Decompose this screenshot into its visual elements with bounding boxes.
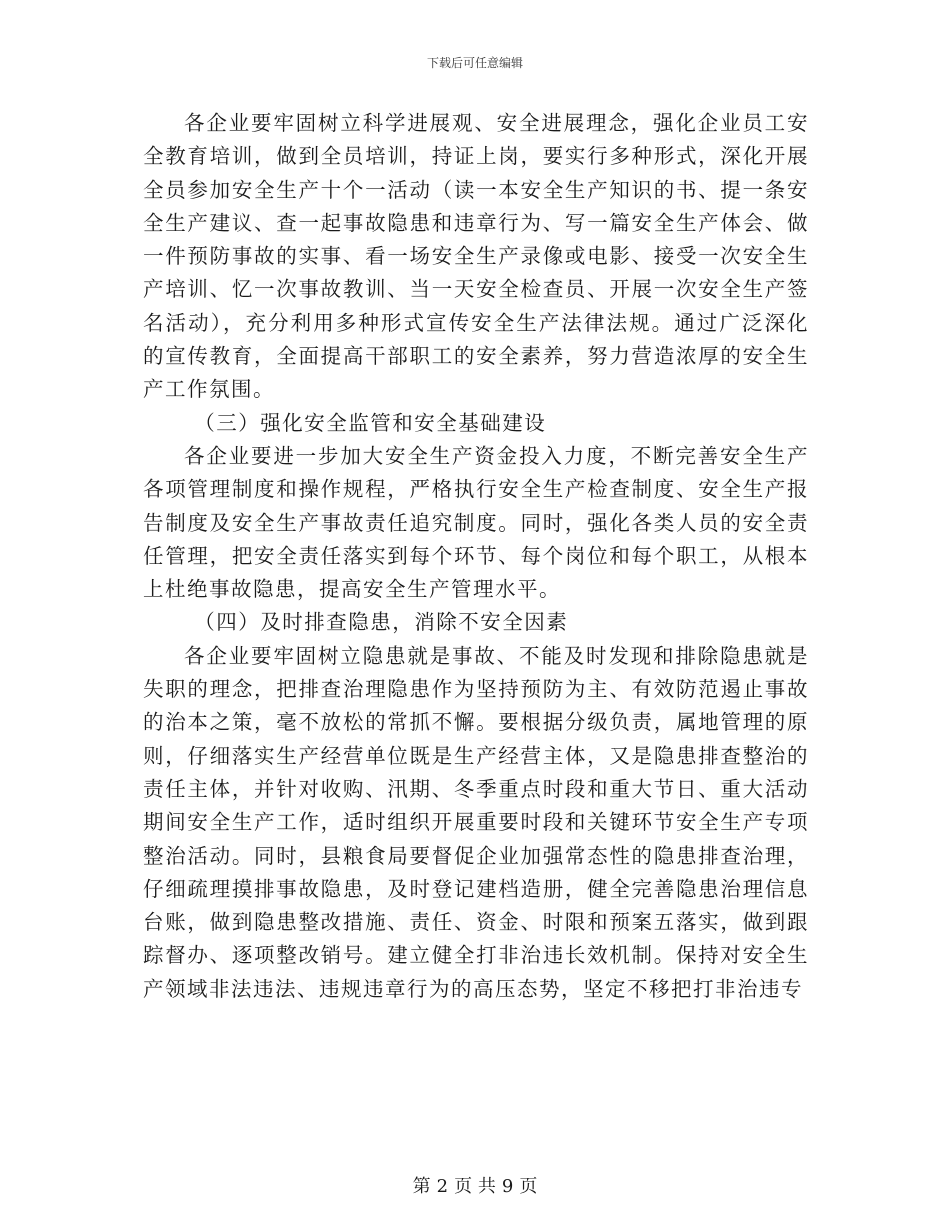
body-paragraph: 各企业要牢固树立隐患就是事故、不能及时发现和排除隐患就是失职的理念，把排查治理隐患作为坚持预防为主、有效防范遏止事故的治本之策，毫不放松的常抓不懈。要根据分级负责，属地管理的原则，仔细落实生产经营单位既是生产经营主体，又是隐患排查整治的责任主体，并针对收购、汛期、冬季重点时段和重大节日、重大活动期间安全生产工作，适时组织开展重要时段和关键环节安全生产专项整治活动。同时，县粮食局要督促企业加强常态性的隐患排查治理，仔细疏理摸排事故隐患，及时登记建档造册，健全完善隐患治理信息台账，做到隐患整改措施、责任、资金、时限和预案五落实，做到跟踪督办、逐项整改销号。建立健全打非治违长效机制。保持对安全生产领域非法违法、违规违章行为的高压态势，坚定不移把打非治违专 [143,643,809,1001]
footer-middle: 页 共 [454,1176,496,1197]
total-pages: 9 [501,1176,514,1197]
body-paragraph: 各企业要牢固树立科学进展观、安全进展理念，强化企业员工安全教育培训，做到全员培训，持证上岗，要实行多种形式，深化开展全员参加安全生产十个一活动（读一本安全生产知识的书、提一条安全生产建议、查一起事故隐患和违章行为、写一篇安全生产体会、做一件预防事故的实事、看一场安全生产录像或电影、接受一次安全生产培训、忆一次事故教训、当一天安全检查员、开展一次安全生产签名活动），充分利用多种形式宣传安全生产法律法规。通过广泛深化的宣传教育，全面提高干部职工的安全素养，努力营造浓厚的安全生产工作氛围。 [143,111,809,402]
footer-suffix: 页 [519,1176,538,1197]
page-footer [0,1172,950,1198]
page-header: 下载后可任意编辑 [426,56,523,70]
page-number: 2 [436,1176,449,1197]
footer-prefix: 第 [412,1176,431,1197]
body-paragraph: 各企业要进一步加大安全生产资金投入力度，不断完善安全生产各项管理制度和操作规程，严格执行安全生产检查制度、安全生产报告制度及安全生产事故责任追究制度。同时，强化各类人员的安全责任管理，把安全责任落实到每个环节、每个岗位和每个职工，从根本上杜绝事故隐患，提高安全生产管理水平。 [143,443,809,602]
document-body [143,107,809,1006]
section-heading: （三）强化安全监管和安全基础建设 [194,410,547,435]
section-heading: （四）及时排查隐患，消除不安全因素 [194,610,569,635]
